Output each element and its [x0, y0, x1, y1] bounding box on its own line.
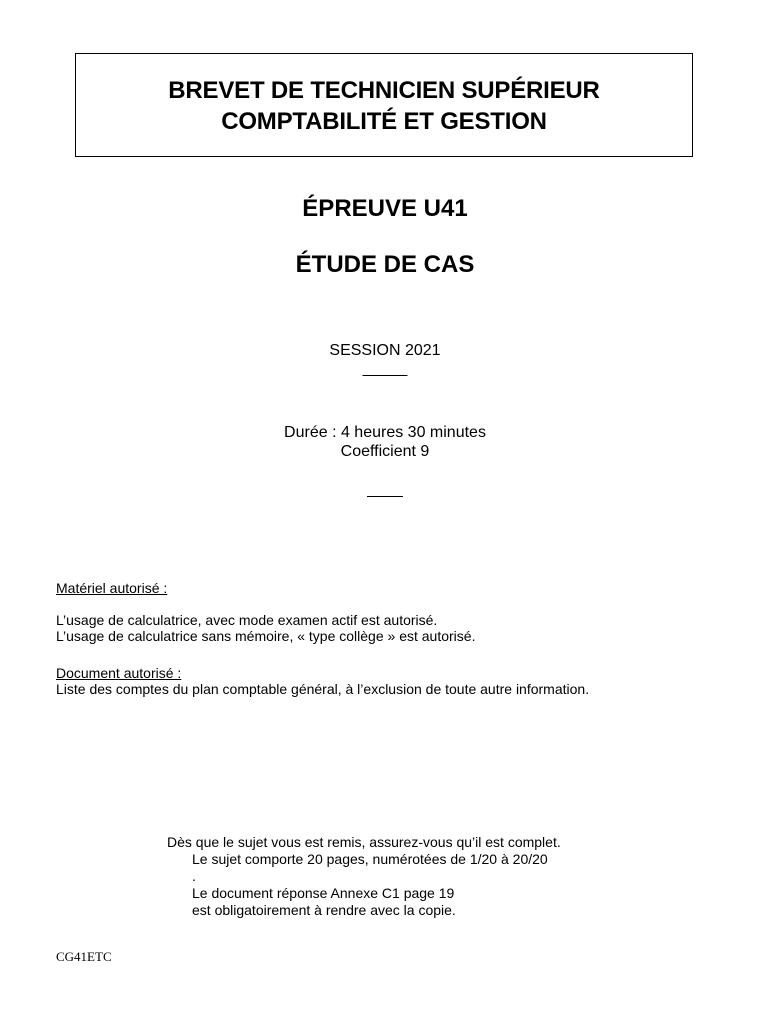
exam-code-heading: ÉPREUVE U41	[302, 195, 468, 222]
duration-separator: ____	[367, 481, 403, 498]
diploma-specialty: COMPTABILITÉ ET GESTION	[221, 108, 547, 135]
duration-label: Durée : 4 heures 30 minutes	[284, 424, 486, 441]
notice-line-pages: Le sujet comporte 20 pages, numérotées de 1/20 à 20/20	[192, 851, 548, 867]
subject-code: CG41ETC	[56, 949, 112, 964]
document-line: Liste des comptes du plan comptable général, à l’exclusion de toute autre information.	[56, 681, 590, 697]
title-box	[75, 53, 693, 157]
document-section	[56, 665, 589, 697]
session-label: SESSION 2021	[329, 342, 441, 359]
materiel-line-calculator-exam: L’usage de calculatrice, avec mode examen actif est autorisé.	[56, 612, 438, 628]
instructions-notice	[167, 834, 561, 919]
materiel-line-calculator-college: L’usage de calculatrice sans mémoire, « type collège » est autorisé.	[56, 628, 476, 644]
notice-line-dot: .	[192, 868, 196, 884]
coefficient-label: Coefficient 9	[340, 443, 430, 460]
notice-line-return: est obligatoirement à rendre avec la copie.	[192, 902, 456, 918]
notice-line-check: Dès que le sujet vous est remis, assurez-vous qu’il est complet.	[167, 834, 561, 850]
diploma-title: BREVET DE TECHNICIEN SUPÉRIEUR	[168, 77, 600, 104]
session-separator: _____	[362, 360, 408, 377]
notice-line-annex: Le document réponse Annexe C1 page 19	[192, 885, 455, 901]
materiel-section	[56, 580, 475, 644]
document-heading: Document autorisé :	[56, 665, 182, 681]
materiel-heading: Matériel autorisé :	[56, 580, 168, 596]
exam-type-heading: ÉTUDE DE CAS	[295, 251, 475, 278]
